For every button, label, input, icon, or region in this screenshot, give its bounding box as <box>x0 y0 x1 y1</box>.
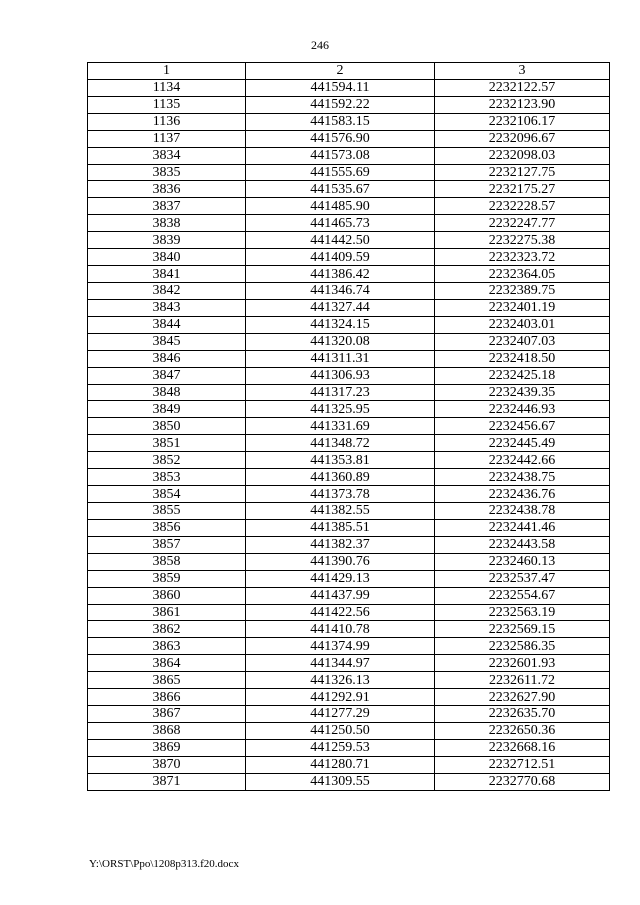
x-coordinate-cell: 441317.23 <box>246 384 435 401</box>
point-number-cell: 3845 <box>88 333 246 350</box>
x-coordinate-cell: 441311.31 <box>246 350 435 367</box>
table-row <box>88 739 610 756</box>
table-row <box>88 130 610 147</box>
point-number-cell: 3847 <box>88 367 246 384</box>
point-number-cell: 3862 <box>88 621 246 638</box>
y-coordinate-cell: 2232650.36 <box>435 722 610 739</box>
table-row <box>88 536 610 553</box>
y-coordinate-cell: 2232127.75 <box>435 164 610 181</box>
y-coordinate-cell: 2232563.19 <box>435 604 610 621</box>
y-coordinate-cell: 2232275.38 <box>435 232 610 249</box>
point-number-cell: 3867 <box>88 706 246 723</box>
table-row <box>88 79 610 96</box>
x-coordinate-cell: 441326.13 <box>246 672 435 689</box>
x-coordinate-cell: 441346.74 <box>246 282 435 299</box>
y-coordinate-cell: 2232439.35 <box>435 384 610 401</box>
point-number-cell: 3836 <box>88 181 246 198</box>
point-number-cell: 3850 <box>88 418 246 435</box>
y-coordinate-cell: 2232770.68 <box>435 773 610 790</box>
x-coordinate-cell: 441324.15 <box>246 316 435 333</box>
point-number-cell: 3840 <box>88 249 246 266</box>
point-number-cell: 3855 <box>88 502 246 519</box>
y-coordinate-cell: 2232425.18 <box>435 367 610 384</box>
table-row <box>88 215 610 232</box>
x-coordinate-cell: 441429.13 <box>246 570 435 587</box>
point-number-cell: 3858 <box>88 553 246 570</box>
page-number: 246 <box>311 38 329 52</box>
point-number-cell: 3871 <box>88 773 246 790</box>
table-row <box>88 519 610 536</box>
point-number-cell: 3869 <box>88 739 246 756</box>
x-coordinate-cell: 441382.37 <box>246 536 435 553</box>
y-coordinate-cell: 2232627.90 <box>435 689 610 706</box>
x-coordinate-cell: 441410.78 <box>246 621 435 638</box>
table-row <box>88 249 610 266</box>
y-coordinate-cell: 2232460.13 <box>435 553 610 570</box>
point-number-cell: 3837 <box>88 198 246 215</box>
y-coordinate-cell: 2232228.57 <box>435 198 610 215</box>
x-coordinate-cell: 441331.69 <box>246 418 435 435</box>
y-coordinate-cell: 2232323.72 <box>435 249 610 266</box>
x-coordinate-cell: 441348.72 <box>246 435 435 452</box>
coordinates-table <box>87 62 610 791</box>
x-coordinate-cell: 441373.78 <box>246 486 435 503</box>
point-number-cell: 3864 <box>88 655 246 672</box>
y-coordinate-cell: 2232438.78 <box>435 502 610 519</box>
column-header-1: 1 <box>88 63 246 80</box>
table-row <box>88 401 610 418</box>
y-coordinate-cell: 2232407.03 <box>435 333 610 350</box>
x-coordinate-cell: 441280.71 <box>246 756 435 773</box>
y-coordinate-cell: 2232456.67 <box>435 418 610 435</box>
x-coordinate-cell: 441485.90 <box>246 198 435 215</box>
point-number-cell: 3846 <box>88 350 246 367</box>
table-row <box>88 232 610 249</box>
point-number-cell: 3838 <box>88 215 246 232</box>
y-coordinate-cell: 2232247.77 <box>435 215 610 232</box>
point-number-cell: 3857 <box>88 536 246 553</box>
y-coordinate-cell: 2232175.27 <box>435 181 610 198</box>
x-coordinate-cell: 441385.51 <box>246 519 435 536</box>
x-coordinate-cell: 441535.67 <box>246 181 435 198</box>
x-coordinate-cell: 441592.22 <box>246 96 435 113</box>
point-number-cell: 3844 <box>88 316 246 333</box>
y-coordinate-cell: 2232418.50 <box>435 350 610 367</box>
y-coordinate-cell: 2232364.05 <box>435 266 610 283</box>
x-coordinate-cell: 441583.15 <box>246 113 435 130</box>
table-row <box>88 316 610 333</box>
point-number-cell: 3842 <box>88 282 246 299</box>
point-number-cell: 3853 <box>88 469 246 486</box>
point-number-cell: 3854 <box>88 486 246 503</box>
x-coordinate-cell: 441409.59 <box>246 249 435 266</box>
y-coordinate-cell: 2232443.58 <box>435 536 610 553</box>
table-row <box>88 672 610 689</box>
point-number-cell: 3839 <box>88 232 246 249</box>
x-coordinate-cell: 441360.89 <box>246 469 435 486</box>
table-row <box>88 486 610 503</box>
table-row <box>88 722 610 739</box>
table-row <box>88 96 610 113</box>
x-coordinate-cell: 441325.95 <box>246 401 435 418</box>
y-coordinate-cell: 2232601.93 <box>435 655 610 672</box>
x-coordinate-cell: 441576.90 <box>246 130 435 147</box>
point-number-cell: 3848 <box>88 384 246 401</box>
table-row <box>88 282 610 299</box>
table-row <box>88 435 610 452</box>
x-coordinate-cell: 441277.29 <box>246 706 435 723</box>
x-coordinate-cell: 441573.08 <box>246 147 435 164</box>
y-coordinate-cell: 2232569.15 <box>435 621 610 638</box>
y-coordinate-cell: 2232389.75 <box>435 282 610 299</box>
point-number-cell: 3849 <box>88 401 246 418</box>
x-coordinate-cell: 441306.93 <box>246 367 435 384</box>
x-coordinate-cell: 441344.97 <box>246 655 435 672</box>
column-header-2: 2 <box>246 63 435 80</box>
y-coordinate-cell: 2232123.90 <box>435 96 610 113</box>
y-coordinate-cell: 2232436.76 <box>435 486 610 503</box>
x-coordinate-cell: 441259.53 <box>246 739 435 756</box>
x-coordinate-cell: 441320.08 <box>246 333 435 350</box>
x-coordinate-cell: 441353.81 <box>246 452 435 469</box>
x-coordinate-cell: 441374.99 <box>246 638 435 655</box>
table-row <box>88 553 610 570</box>
x-coordinate-cell: 441386.42 <box>246 266 435 283</box>
y-coordinate-cell: 2232442.66 <box>435 452 610 469</box>
table-row <box>88 418 610 435</box>
table-row <box>88 570 610 587</box>
x-coordinate-cell: 441309.55 <box>246 773 435 790</box>
table-row <box>88 689 610 706</box>
table-row <box>88 198 610 215</box>
table-row <box>88 333 610 350</box>
table-row <box>88 502 610 519</box>
y-coordinate-cell: 2232446.93 <box>435 401 610 418</box>
y-coordinate-cell: 2232403.01 <box>435 316 610 333</box>
table-row <box>88 266 610 283</box>
point-number-cell: 3865 <box>88 672 246 689</box>
point-number-cell: 1134 <box>88 79 246 96</box>
table-row <box>88 452 610 469</box>
y-coordinate-cell: 2232441.46 <box>435 519 610 536</box>
x-coordinate-cell: 441594.11 <box>246 79 435 96</box>
table-row <box>88 350 610 367</box>
table-row <box>88 299 610 316</box>
table-row <box>88 773 610 790</box>
x-coordinate-cell: 441327.44 <box>246 299 435 316</box>
point-number-cell: 3835 <box>88 164 246 181</box>
point-number-cell: 3852 <box>88 452 246 469</box>
y-coordinate-cell: 2232096.67 <box>435 130 610 147</box>
x-coordinate-cell: 441437.99 <box>246 587 435 604</box>
table-row <box>88 706 610 723</box>
table-row <box>88 604 610 621</box>
table-row <box>88 587 610 604</box>
footer-file-path: Y:\ORST\Ppo\1208p313.f20.docx <box>89 858 239 870</box>
y-coordinate-cell: 2232586.35 <box>435 638 610 655</box>
point-number-cell: 3863 <box>88 638 246 655</box>
table-row <box>88 164 610 181</box>
y-coordinate-cell: 2232098.03 <box>435 147 610 164</box>
x-coordinate-cell: 441465.73 <box>246 215 435 232</box>
point-number-cell: 3834 <box>88 147 246 164</box>
point-number-cell: 3866 <box>88 689 246 706</box>
x-coordinate-cell: 441442.50 <box>246 232 435 249</box>
table-body <box>88 79 610 790</box>
y-coordinate-cell: 2232401.19 <box>435 299 610 316</box>
x-coordinate-cell: 441292.91 <box>246 689 435 706</box>
point-number-cell: 3841 <box>88 266 246 283</box>
y-coordinate-cell: 2232668.16 <box>435 739 610 756</box>
y-coordinate-cell: 2232635.70 <box>435 706 610 723</box>
x-coordinate-cell: 441555.69 <box>246 164 435 181</box>
x-coordinate-cell: 441250.50 <box>246 722 435 739</box>
point-number-cell: 1136 <box>88 113 246 130</box>
column-header-3: 3 <box>435 63 610 80</box>
point-number-cell: 3856 <box>88 519 246 536</box>
table-header-row <box>88 63 610 80</box>
y-coordinate-cell: 2232445.49 <box>435 435 610 452</box>
table-row <box>88 638 610 655</box>
table-row <box>88 367 610 384</box>
table-row <box>88 384 610 401</box>
table-row <box>88 655 610 672</box>
y-coordinate-cell: 2232611.72 <box>435 672 610 689</box>
x-coordinate-cell: 441382.55 <box>246 502 435 519</box>
table-row <box>88 147 610 164</box>
y-coordinate-cell: 2232537.47 <box>435 570 610 587</box>
point-number-cell: 3870 <box>88 756 246 773</box>
y-coordinate-cell: 2232554.67 <box>435 587 610 604</box>
x-coordinate-cell: 441390.76 <box>246 553 435 570</box>
point-number-cell: 3868 <box>88 722 246 739</box>
table-row <box>88 756 610 773</box>
y-coordinate-cell: 2232106.17 <box>435 113 610 130</box>
table-row <box>88 181 610 198</box>
point-number-cell: 1137 <box>88 130 246 147</box>
point-number-cell: 1135 <box>88 96 246 113</box>
point-number-cell: 3851 <box>88 435 246 452</box>
point-number-cell: 3859 <box>88 570 246 587</box>
table-row <box>88 113 610 130</box>
y-coordinate-cell: 2232438.75 <box>435 469 610 486</box>
table-row <box>88 621 610 638</box>
point-number-cell: 3843 <box>88 299 246 316</box>
y-coordinate-cell: 2232122.57 <box>435 79 610 96</box>
point-number-cell: 3861 <box>88 604 246 621</box>
y-coordinate-cell: 2232712.51 <box>435 756 610 773</box>
x-coordinate-cell: 441422.56 <box>246 604 435 621</box>
point-number-cell: 3860 <box>88 587 246 604</box>
table-row <box>88 469 610 486</box>
